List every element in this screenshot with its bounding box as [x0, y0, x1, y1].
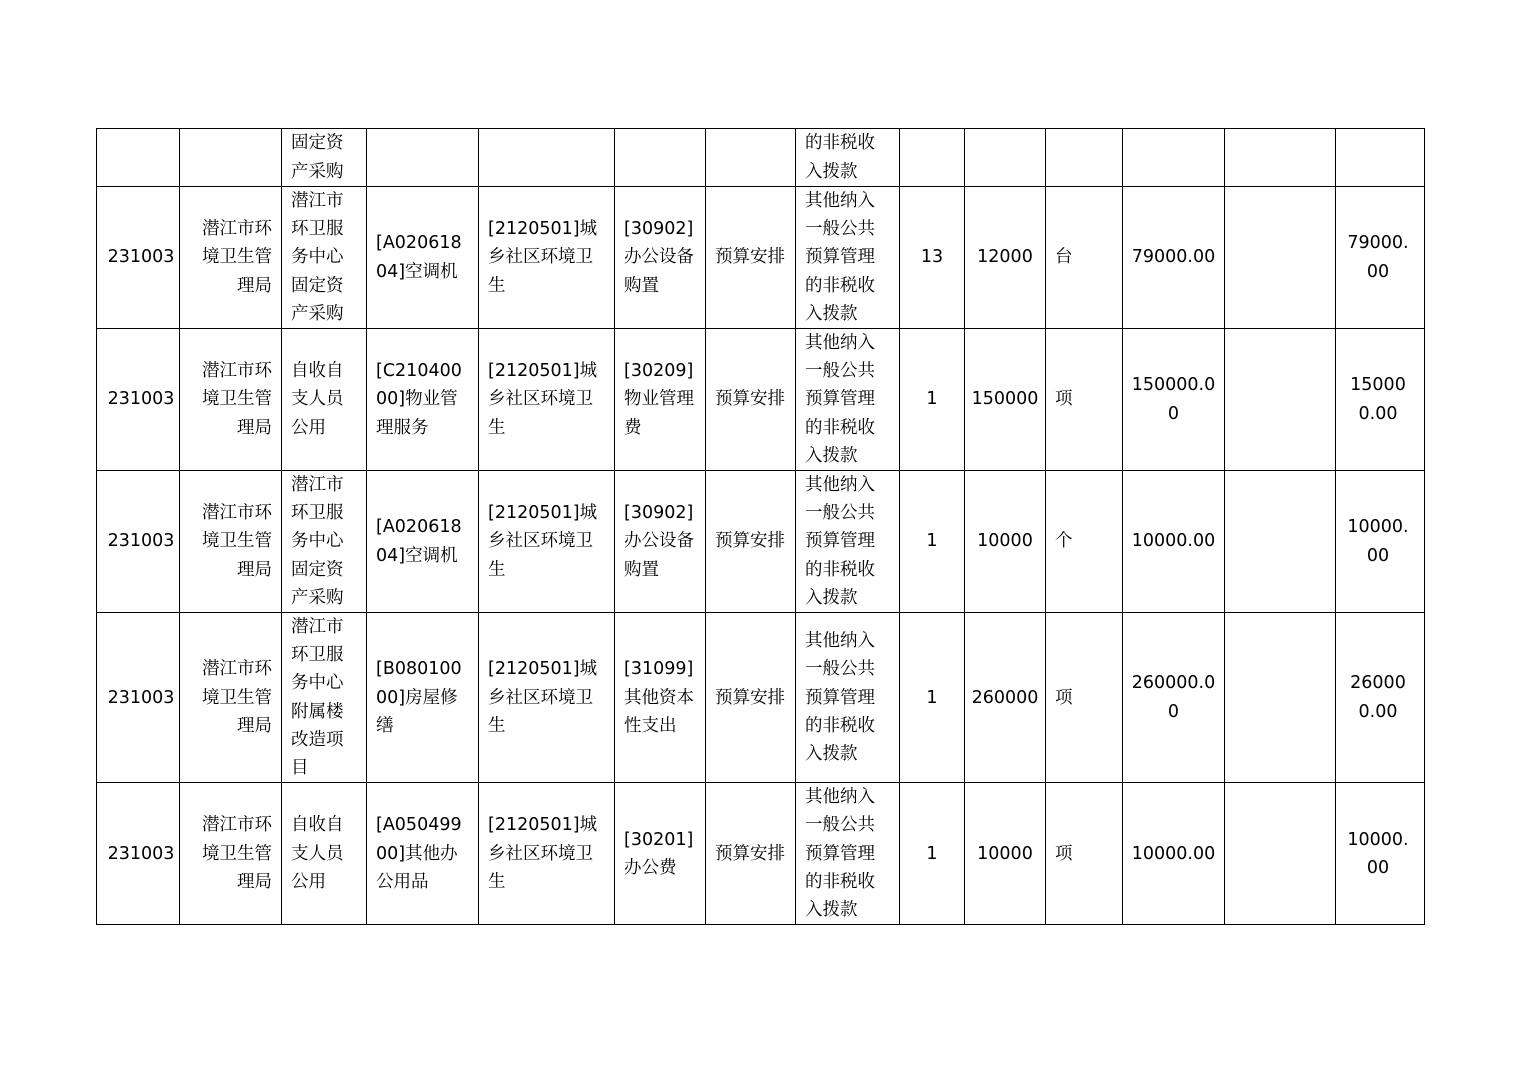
amount-cell: 79000.00: [1123, 187, 1225, 329]
unit-code-cell: 231003: [97, 783, 180, 925]
economic-subject-cell: [30201]办公费: [615, 783, 706, 925]
total-cell: 79000.00: [1336, 187, 1425, 329]
table-row: [97, 613, 1425, 783]
unit-price-cell: 10000: [965, 783, 1046, 925]
unit-measure-cell: [1046, 129, 1123, 187]
fund-source-cell: 其他纳入一般公共预算管理的非税收入拨款: [796, 783, 900, 925]
fund-nature-cell: 预算安排: [706, 783, 796, 925]
function-subject-cell: [2120501]城乡社区环境卫生: [479, 329, 615, 471]
total-cell: 150000.00: [1336, 329, 1425, 471]
blank-cell: [1225, 329, 1336, 471]
function-subject-cell: [2120501]城乡社区环境卫生: [479, 187, 615, 329]
amount-cell: 10000.00: [1123, 471, 1225, 613]
procurement-item-cell: [A02061804]空调机: [367, 187, 479, 329]
quantity-cell: 1: [900, 613, 965, 783]
unit-code-cell: 231003: [97, 471, 180, 613]
project-cell: 自收自支人员公用: [282, 783, 367, 925]
unit-name-cell: [180, 129, 282, 187]
economic-subject-cell: [30209]物业管理费: [615, 329, 706, 471]
unit-measure-cell: 项: [1046, 613, 1123, 783]
unit-code-cell: 231003: [97, 329, 180, 471]
project-cell: 潜江市环卫服务中心固定资产采购: [282, 471, 367, 613]
fund-nature-cell: 预算安排: [706, 187, 796, 329]
function-subject-cell: [2120501]城乡社区环境卫生: [479, 613, 615, 783]
fund-nature-cell: [706, 129, 796, 187]
function-subject-cell: [2120501]城乡社区环境卫生: [479, 783, 615, 925]
procurement-item-cell: [C21040000]物业管理服务: [367, 329, 479, 471]
blank-cell: [1225, 783, 1336, 925]
procurement-item-cell: [367, 129, 479, 187]
table-row: [97, 187, 1425, 329]
procurement-item-cell: [A02061804]空调机: [367, 471, 479, 613]
procurement-item-cell: [B08010000]房屋修缮: [367, 613, 479, 783]
unit-name-cell: 潜江市环境卫生管理局: [180, 783, 282, 925]
unit-measure-cell: 项: [1046, 329, 1123, 471]
quantity-cell: 1: [900, 783, 965, 925]
blank-cell: [1225, 187, 1336, 329]
unit-price-cell: [965, 129, 1046, 187]
fund-source-cell: 的非税收入拨款: [796, 129, 900, 187]
project-cell: 潜江市环卫服务中心附属楼改造项目: [282, 613, 367, 783]
economic-subject-cell: [30902]办公设备购置: [615, 471, 706, 613]
table-body: [97, 129, 1425, 925]
fund-nature-cell: 预算安排: [706, 329, 796, 471]
unit-measure-cell: 项: [1046, 783, 1123, 925]
amount-cell: 150000.00: [1123, 329, 1225, 471]
total-cell: [1336, 129, 1425, 187]
project-cell: 潜江市环卫服务中心固定资产采购: [282, 187, 367, 329]
quantity-cell: [900, 129, 965, 187]
blank-cell: [1225, 129, 1336, 187]
procurement-budget-table: [96, 128, 1425, 925]
function-subject-cell: [479, 129, 615, 187]
fund-source-cell: 其他纳入一般公共预算管理的非税收入拨款: [796, 613, 900, 783]
total-cell: 260000.00: [1336, 613, 1425, 783]
unit-code-cell: 231003: [97, 187, 180, 329]
function-subject-cell: [2120501]城乡社区环境卫生: [479, 471, 615, 613]
economic-subject-cell: [31099]其他资本性支出: [615, 613, 706, 783]
unit-name-cell: 潜江市环境卫生管理局: [180, 329, 282, 471]
table-row: [97, 783, 1425, 925]
unit-measure-cell: 个: [1046, 471, 1123, 613]
unit-name-cell: 潜江市环境卫生管理局: [180, 471, 282, 613]
blank-cell: [1225, 471, 1336, 613]
unit-name-cell: 潜江市环境卫生管理局: [180, 613, 282, 783]
blank-cell: [1225, 613, 1336, 783]
procurement-item-cell: [A05049900]其他办公用品: [367, 783, 479, 925]
unit-price-cell: 12000: [965, 187, 1046, 329]
unit-price-cell: 10000: [965, 471, 1046, 613]
quantity-cell: 1: [900, 329, 965, 471]
fund-source-cell: 其他纳入一般公共预算管理的非税收入拨款: [796, 187, 900, 329]
total-cell: 10000.00: [1336, 783, 1425, 925]
table-row: [97, 471, 1425, 613]
table-row: [97, 129, 1425, 187]
total-cell: 10000.00: [1336, 471, 1425, 613]
economic-subject-cell: [615, 129, 706, 187]
fund-nature-cell: 预算安排: [706, 471, 796, 613]
amount-cell: 260000.00: [1123, 613, 1225, 783]
table-row: [97, 329, 1425, 471]
amount-cell: [1123, 129, 1225, 187]
fund-nature-cell: 预算安排: [706, 613, 796, 783]
fund-source-cell: 其他纳入一般公共预算管理的非税收入拨款: [796, 471, 900, 613]
fund-source-cell: 其他纳入一般公共预算管理的非税收入拨款: [796, 329, 900, 471]
unit-price-cell: 150000: [965, 329, 1046, 471]
project-cell: 固定资产采购: [282, 129, 367, 187]
unit-price-cell: 260000: [965, 613, 1046, 783]
quantity-cell: 1: [900, 471, 965, 613]
amount-cell: 10000.00: [1123, 783, 1225, 925]
unit-measure-cell: 台: [1046, 187, 1123, 329]
economic-subject-cell: [30902]办公设备购置: [615, 187, 706, 329]
unit-code-cell: [97, 129, 180, 187]
quantity-cell: 13: [900, 187, 965, 329]
unit-code-cell: 231003: [97, 613, 180, 783]
project-cell: 自收自支人员公用: [282, 329, 367, 471]
unit-name-cell: 潜江市环境卫生管理局: [180, 187, 282, 329]
